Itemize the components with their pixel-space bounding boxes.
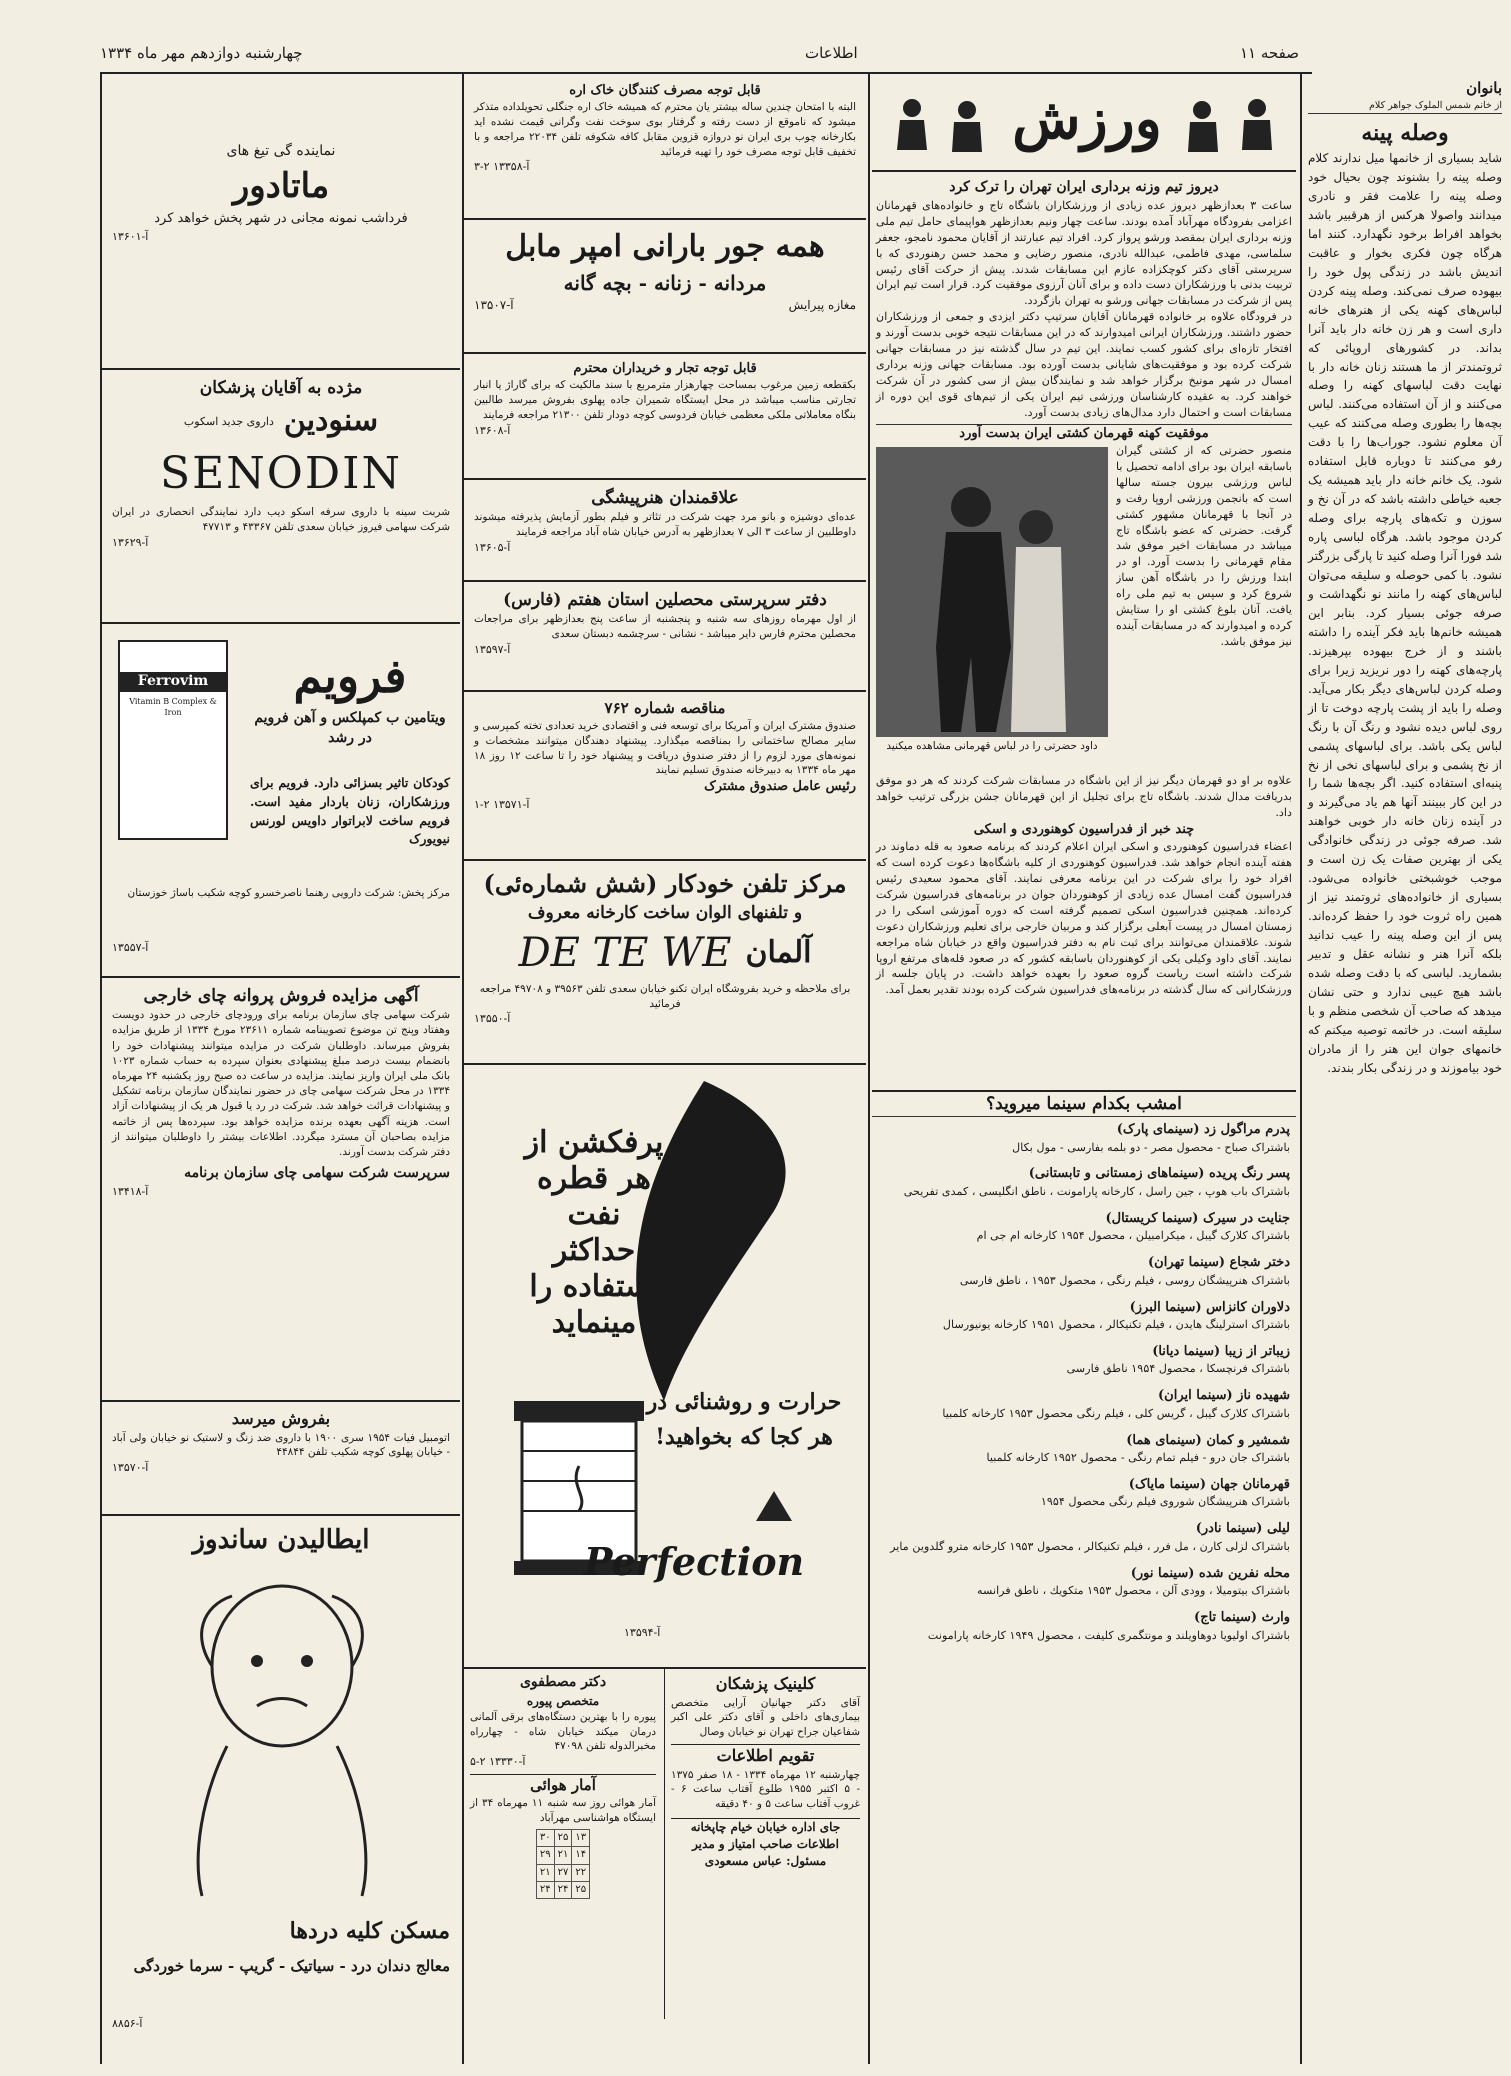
tender-code: آ-۱۳۵۷۱ ۲-۱ bbox=[474, 797, 530, 811]
weather-cell: ۲۲ bbox=[572, 1864, 590, 1881]
doctor-column bbox=[464, 1669, 662, 2019]
auction-sign: سرپرست شرکت سهامی چای سازمان برنامه bbox=[184, 1165, 450, 1182]
doctor-sub: متخصص پیوره bbox=[526, 1693, 600, 1708]
office-code: آ-۱۳۵۹۷ bbox=[474, 642, 511, 656]
senodin-tag: مژده به آقایان پزشکان bbox=[199, 378, 363, 398]
tea-auction-ad bbox=[102, 978, 460, 1402]
cinema-item-text: باشتراک هنرپیشگان شوروی فیلم رنگی محصول ۱۹۵۴ bbox=[1040, 1495, 1290, 1509]
matador-body: فرداشب نمونه مجانی در شهر پخش خواهد کرد bbox=[154, 211, 408, 227]
auction-code: آ-۱۳۴۱۸ bbox=[112, 1185, 149, 1199]
tender-notice bbox=[464, 692, 866, 861]
header-paper: اطلاعات bbox=[805, 44, 858, 62]
ferrovim-ad bbox=[102, 624, 460, 978]
cinema-item-name: شمشیر و کمان (سینمای هما) bbox=[1126, 1432, 1290, 1448]
auction-body: شرکت سهامی چای سازمان برنامه برای ورودچای خارجی در حدود دویست وهفتاد وپنج تن موضوع تصویبنامه شماره ۲۳۶۱۱ مورخ ۱۳۳۴ از طریق مزایده بفروش میرساند. داوطلبان شرکت در مزایده میتوانند پیشنهادات خود را بانضمام بیست درصد مبلغ پیشنهادی بعنوان سپرده به حساب شماره ۱۰۲۳ بانک ملی ایران واریز نمایند. مزایده در ساعت ده صبح روز یکشنبه ۲۴ مهرماه ۱۳۳۴ در محل شرکت سهامی چای در حضور نمایندگان سازمان برنامه تشکیل و پیشنهادات قرائت خواهد شد. شرکت در رد یا قبول هر یک از پیشنهادات آزاد است. هزینه آگهی بعهده برنده مزایده خواهد بود. سپرده‌ها پس از خاتمه مزایده بصاحبان آن مسترد میگردد. اطلاعات بیشتر را داوطلبان میتوانند از دفتر شرکت بدست آورند. bbox=[112, 1009, 450, 1159]
cinema-item-text: باشتراک فرنچسکا ، محصول ۱۹۵۴ ناطق فارسی bbox=[1066, 1362, 1290, 1376]
land-code: آ-۱۳۶۰۸ bbox=[474, 423, 511, 437]
sports-lead-body-2: در فرودگاه علاوه بر خانواده قهرمانان آقایان سرتیپ دکتر ایزدی و جمعی از ورزشکاران حضور داشتند. ورزشکاران ایرانی امیدوارند که در این مسابقات نتیجه خوبی بدست آورند و افتخار تازه‌ای برای کشور کسب نمایند. این تیم در سال گذشته نیز در مسابقات جهانی شرکت کرده بود و موفقیت‌های شایانی بدست آورده بود. مسابقات جهانی وزنه برداری امسال در شهر مونیخ برگزار خواهد شد و نمایندگان بیش از سی کشور در آن شرکت خواهند کرد. به عقیده کارشناسان ورزشی تیم ایران یکی از تیم‌های قوی این دوره از مسابقات است و احتمال دارد مدال‌های زیادی بدست آورد. bbox=[876, 310, 1292, 419]
cinema-item-name: شهیده ناز (سینما ایران) bbox=[1158, 1388, 1290, 1404]
cinema-item-text: باشتراک صباح - محصول مصر - دو بلمه بفارسی - مول بکال bbox=[1012, 1140, 1290, 1154]
italidine-code: آ-۸۸۵۶ bbox=[112, 2017, 143, 2030]
matador-ad bbox=[102, 76, 460, 370]
doctor-title: دکتر مصطفوی bbox=[519, 1674, 607, 1690]
italidine-ad bbox=[102, 1516, 460, 2064]
headache-illustration bbox=[132, 1576, 432, 1906]
phone-brand: DE TE WE bbox=[518, 930, 732, 977]
weather-row bbox=[536, 1847, 589, 1864]
office-title: دفتر سرپرستی محصلین استان هفتم (فارس) bbox=[503, 590, 827, 610]
cinema-item-text: باشتراک باب هوپ ، جین راسل ، کارخانه پارامونت ، ناطق انگلیسی ، کمدی تفریحی bbox=[903, 1184, 1290, 1198]
weather-cell: ۱۳ bbox=[572, 1830, 590, 1847]
sawdust-body: البته با امتحان چندین ساله بیشتر یان محترم که همیشه خاک اره جنگلی تحویلداده متذکر میشود که ناموقع از دست رفته و گرفتار بوی سوخت نفت وگرانی قیمت نشده اید بکارخانه چوب بری ایران نو دروازه قزوین مقابل کافه شکوفه تلفن ۲۲۰۳۴ مراجعه و با تخفیف قابل توجه مصرف خود را تهیه فرمائید bbox=[474, 101, 856, 158]
cinema-item-name: قهرمانان جهان (سینما مایاک) bbox=[1128, 1477, 1290, 1492]
wrestler-photo bbox=[876, 447, 1108, 737]
weather-title: آمار هوائی bbox=[470, 1774, 656, 1796]
office-notice bbox=[464, 582, 866, 692]
cinema-title: امشب بکدام سینما میروید؟ bbox=[872, 1092, 1296, 1117]
ferrovim-label: Ferrovim bbox=[120, 672, 226, 692]
cinema-box bbox=[872, 1090, 1296, 2062]
weather-cell: ۲۹ bbox=[536, 1847, 554, 1864]
women-title: وصله پینه bbox=[1361, 119, 1449, 146]
phone-code: آ-۱۳۵۵۰ bbox=[474, 1012, 511, 1026]
acting-title: علاقمندان هنرپیشگی bbox=[591, 488, 739, 508]
matador-tag: نماینده گی تیغ های bbox=[226, 143, 336, 159]
cinema-item-name: دلاوران کانزاس (سینما البرز) bbox=[1129, 1299, 1290, 1315]
ferrovim-code: آ-۱۳۵۵۷ bbox=[112, 941, 149, 954]
senodin-ad bbox=[102, 370, 460, 624]
land-title: قابل توجه تجار و خریداران محترم bbox=[573, 361, 757, 376]
auction-title: آگهی مزایده فروش پروانه چای خارجی bbox=[143, 986, 419, 1006]
weather-cell: ۲۱ bbox=[554, 1847, 572, 1864]
land-body: بکقطعه زمین مرغوب بمساحت چهارهزار مترمربع با سند مالکیت که برای گاراژ یا انبار تجارتی مناسب میباشد در محل ایستگاه شمیران جاده پهلوی بفروش میرسد طالبین بنگاه معاملاتی ملکی معظمی خیابان فردوسی کوچه دودار تلفن ۲۱۳۰۰ مراجعه فرمایند bbox=[474, 379, 856, 421]
weather-table bbox=[536, 1829, 590, 1899]
cinema-item-name: زیباتر از زیبا (سینما دیانا) bbox=[1152, 1343, 1290, 1359]
clinic-title: کلینیک پزشکان bbox=[715, 1674, 816, 1693]
perfection-heat: حرارت و روشنائی در هر کجا که بخواهید! bbox=[646, 1389, 842, 1451]
cinema-item bbox=[878, 1387, 1290, 1421]
header-page: صفحه ۱۱ bbox=[1240, 44, 1299, 62]
cinema-item-text: باشتراک جان درو - فیلم تمام رنگی - محصول ۱۹۵۲ کارخانه کلمبیا bbox=[986, 1451, 1290, 1465]
tender-title: مناقصه شماره ۷۶۲ bbox=[604, 699, 726, 717]
clinic-column bbox=[664, 1669, 866, 2019]
matador-code: آ-۱۳۶۰۱ bbox=[112, 229, 149, 243]
sale-body: اتومبیل فیات ۱۹۵۴ سری ۱۹۰۰ با داروی ضد زنگ و لاستیک نو خیابان ولی آباد - خیابان پهلوی کوچه شکیب تلفن ۴۴۸۴۴ bbox=[112, 1431, 450, 1459]
page-header bbox=[100, 40, 1312, 70]
ferrovim-label-2: Vitamin B Complex & Iron bbox=[129, 696, 217, 718]
acting-body: عده‌ای دوشیزه و بانو مرد جهت شرکت در تئاتر و فیلم بطور آزمایش پذیرفته میشوند داوطلبین از ساعت ۳ الی ۷ بعدازظهر به آدرس خیابان شاه آباد مراجعه فرمایند bbox=[474, 511, 856, 538]
perfection-brand: Perfection bbox=[583, 1539, 805, 1584]
cinema-item-name: پدرم مراگول زد (سینمای پارک) bbox=[1116, 1122, 1290, 1138]
phone-title: مرکز تلفن خودکار (شش شماره‌ئی) bbox=[483, 869, 847, 898]
weather-row bbox=[536, 1881, 589, 1898]
print-shop: جای اداره خیابان خیام چاپخانه اطلاعات صاحب امتیاز و مدیر مسئول: عباس مسعودی bbox=[671, 1818, 860, 1870]
doctor-body: پیوره را با بهترین دستگاه‌های برقی آلمانی درمان میکند خیابان شاه - چهارراه مخبرالدوله تلفن ۴۷۰۹۸ bbox=[470, 1710, 656, 1753]
weather-cell: ۲۴ bbox=[536, 1881, 554, 1898]
sports-title: ورزش bbox=[1012, 86, 1162, 152]
ads-left-column bbox=[102, 76, 460, 2064]
car-sale-ad bbox=[102, 1402, 460, 1516]
women-column bbox=[1302, 78, 1508, 2063]
land-notice bbox=[464, 354, 866, 480]
weather-cell: ۲۷ bbox=[554, 1864, 572, 1881]
sawdust-title: قابل توجه مصرف کنندگان خاک اره bbox=[569, 83, 761, 98]
doctor-code: آ-۱۳۳۳۰ ۲-۵ bbox=[470, 1754, 526, 1768]
women-body: شاید بسیاری از خانمها میل ندارند کلام وصله پینه را بشنوند چون بحیال خود وصله پینه را علامت فقر و نادری میدانند واصولا هرکس از هرقبیر باشد بخواهد افراط برخود نگهدارد. کنند اما هرگاه چون فکری بخوار و عاقبت اندیش باشد در زندگی پول خود را بیهوده صرف نمی‌کند. وصله پینه کردن لباس‌های کهنه یکی از هنرهای خانه داری است و هر زن خانه دار باید آنرا بداند. در کشورهای اروپائی که ثروتمندتر از ما هستند زنان خانه دار با نهایت دقت لباسهای کهنه را وصله می‌کنند و از آن استفاده می‌کنند. لباس بچه‌ها را بطوری وصله می‌کنند که عیب آن معلوم نشود. جوراب‌ها را با دقت رفو می‌کنند تا دوباره قابل استفاده شود. یک خانم خانه دار باید همیشه یک جعبه خیاطی داشته باشد که در آن نخ و سوزن و تکه‌های پارچه برای وصله کردن موجود باشد. هرگاه لباسی پاره شد فورا آنرا وصله کنید تا پارگی بزرگتر نشود. با کمی حوصله و سلیقه می‌توان لباس‌های کهنه را مانند نو نگهداشت و صرفه جوئی بسیار کرد. بنابر این همیشه خانم‌ها باید فکر آینده را داشته باشند و از خرج بیهوده بپرهیزند. پارچه‌های کهنه را دور نریزید زیرا برای وصله کردن لباس‌های دیگر بکار می‌آید. وصله را باید از پشت پارچه دوخت تا از روی لباس دیده نشود و رنگ آن با رنگ لباس یکی باشد. برای لباسهای پشمی از نخ پشمی و برای لباسهای نخی از نخ پنبه‌ای استفاده کنید. اگر بچه‌ها شما را در این کار ببینند آنها هم یاد می‌گیرند و در آینده زنان خانه دار خوبی خواهند شد. صرفه جوئی در زندگی خانوادگی یکی از بهترین صفات یک زن است و موجب خوشبختی خانواده می‌شود. بسیاری از خانواده‌های ثروتمند نیز از همین راه ثروت خود را حفظ کرده‌اند. پس از این وصله پینه را عیب ندانید بلکه آنرا هنر و نشانه عقل و تدبیر بشمارید. لباسی که با دقت وصله شده باشد هیچ عیبی ندارد و حتی نشان میدهد که صاحب آن شخصی منظم و با سلیقه است. در خاتمه توصیه میکنم که خانمهای جوان این هنر را از مادران خود بیاموزند و در زندگی بکار بندند. bbox=[1308, 151, 1502, 1075]
ferrovim-body: کودکان تاثیر بسزائی دارد. فرویم برای ورزشکاران، زنان باردار مفید است. فرویم ساخت لابراتوار داویس لورنس نیویورک bbox=[250, 775, 450, 847]
matador-title: ماتادور bbox=[232, 165, 330, 206]
cinema-item bbox=[878, 1609, 1290, 1643]
sale-title: بفروش میرسد bbox=[231, 1409, 331, 1428]
weather-row bbox=[536, 1830, 589, 1847]
senodin-sub: داروی جدید اسکوب bbox=[183, 414, 274, 428]
sports-masthead bbox=[872, 80, 1296, 172]
bottom-middle-box bbox=[464, 1669, 866, 2019]
phone-sub: و تلفنهای الوان ساخت کارخانه معروف bbox=[527, 903, 803, 924]
weather-cell: ۲۴ bbox=[554, 1881, 572, 1898]
weather-cell: ۱۴ bbox=[572, 1847, 590, 1864]
sports-lead-title: دیروز تیم وزنه برداری ایران تهران را ترک کرد bbox=[949, 179, 1219, 195]
cinema-item bbox=[878, 1165, 1290, 1199]
phone-ad bbox=[464, 861, 866, 1065]
cinema-item bbox=[878, 1254, 1290, 1288]
raincoat-sub: مردانه - زنانه - بچه گانه bbox=[563, 270, 767, 295]
ferrovim-bottle bbox=[118, 640, 228, 840]
senodin-body: شربت سینه با داروی سرفه اسکو دیب دارد نمایندگی انحصاری در ایران شرکت سهامی فیروز خیابان سعدی تلفن ۴۳۳۶۷ و ۴۷۷۱۳ bbox=[112, 506, 450, 533]
ski-title: چند خبر از فدراسیون کوهنوردی و اسکی bbox=[973, 821, 1195, 837]
cinema-item-text: باشتراک کلارک گیبل ، میکرامبیلن ، محصول ۱۹۵۴ کارخانه ام جی ام bbox=[976, 1229, 1290, 1243]
wrestler-body-2: علاوه بر او دو قهرمان دیگر نیز از این باشگاه در مسابقات شرکت کردند که هر دو موفق بدریافت مدال شدند. باشگاه تاج برای تجلیل از این قهرمانان جشن بزرگی ترتیب خواهد داد. bbox=[876, 774, 1292, 819]
wrestler-title: موفقیت کهنه قهرمان کشتی ایران بدست آورد bbox=[876, 424, 1292, 443]
perfection-code: آ-۱۳۵۹۴ bbox=[624, 1626, 661, 1639]
calendar-body: چهارشنبه ۱۲ مهرماه ۱۳۳۴ - ۱۸ صفر ۱۳۷۵ - ۵ اکتبر ۱۹۵۵ طلوع آفتاب ساعت ۶ - غروب آفتاب ساعت ۵ و ۴۰ دقیقه bbox=[671, 1768, 860, 1810]
ferrovim-title: فرویم bbox=[293, 649, 407, 703]
cinema-item-name: دختر شجاع (سینما تهران) bbox=[1148, 1255, 1290, 1271]
perfection-ad bbox=[464, 1065, 866, 1669]
acting-code: آ-۱۳۶۰۵ bbox=[474, 540, 511, 554]
raincoat-code: آ-۱۳۵۰۷ bbox=[474, 297, 514, 312]
cinema-item bbox=[878, 1476, 1290, 1510]
weather-row bbox=[536, 1864, 589, 1881]
italidine-sub: مسکن کلیه دردها bbox=[289, 1918, 450, 1944]
cinema-item-text: باشتراک بیتومیلا ، وودی آلن ، محصول ۱۹۵۳ متکویك ، ناطق فرانسه bbox=[976, 1584, 1290, 1598]
office-body: از اول مهرماه روزهای سه شنبه و پنجشنبه از ساعت پنج بعدازظهر برای مراجعات محصلین محترم فارس دایر میباشد - نشانی - سرچشمه دبستان سعدی bbox=[474, 613, 856, 640]
cinema-item-name: پسر رنگ پریده (سینماهای زمستانی و تابستانی) bbox=[1028, 1166, 1290, 1182]
acting-notice bbox=[464, 480, 866, 582]
sale-code: آ-۱۳۵۷۰ bbox=[112, 1461, 149, 1475]
sawdust-notice bbox=[464, 76, 866, 220]
cinema-item bbox=[878, 1343, 1290, 1377]
photo-caption: داود حضرتی را در لباس قهرمانی مشاهده میکنید bbox=[886, 740, 1098, 753]
senodin-brand: SENODIN bbox=[160, 447, 402, 499]
phone-country: آلمان bbox=[745, 935, 812, 971]
weather-cell: ۲۵ bbox=[572, 1881, 590, 1898]
weather-cell: ۲۵ bbox=[554, 1830, 572, 1847]
raincoat-ad bbox=[464, 220, 866, 354]
raincoat-title: همه جور بارانی امپر مابل bbox=[505, 229, 825, 264]
cinema-item-name: جنایت در سیرک (سینما کریستال) bbox=[1105, 1210, 1290, 1226]
senodin-code: آ-۱۳۶۲۹ bbox=[112, 535, 149, 549]
cinema-item bbox=[878, 1520, 1290, 1554]
cinema-item bbox=[878, 1210, 1290, 1244]
cinema-item bbox=[878, 1565, 1290, 1599]
sports-lead-body: ساعت ۳ بعدازظهر دیروز عده زیادی از ورزشکاران باشگاه تاج و خانواده‌های قهرمانان اعزامی بفرودگاه مهرآباد آمده بودند. ساعت چهار ونیم بعدازظهر هواپیمای حامل تیم ملی وزنه برداری ایران بمقصد ورشو پرواز کرد. افراد تیم عبارتند از آقایان محمود نامجو، جعفر سلماسی، مهدی فاطمی، عبدالله نادری، منصور رضایی و محمد حسن رهنوردی که با سرپرستی آقای دکتر کوچکزاده عازم این مسابقات شدند. پیش از حرکت آقای رئیس تربیت بدنی با ورزشکاران دست داده و برای آنان آرزوی موفقیت کرد. قرار است تیم ایران پس از شرکت در مسابقات جهانی ورشو به تهران بازگردد. bbox=[876, 198, 1293, 308]
tender-body: صندوق مشترک ایران و آمریکا برای توسعه فنی و اقتصادی خرید تعدادی تخته کمپرسی و سایر مصالح ساختمانی را بمناقصه میگذارد. پیشنهاد دهندگان میتوانند مشخصات و نمونه‌های مورد لزوم را از دفتر صندوق دریافت و پیشنهاد خود را تا ساعت ۱۲ روز ۱۸ مهر ماه ۱۳۳۴ به دبیرخانه صندوق تسلیم نمایند bbox=[474, 720, 856, 777]
cinema-item bbox=[878, 1299, 1290, 1333]
sawdust-code: آ-۱۳۳۵۸ ۲-۳ bbox=[474, 160, 530, 174]
cinema-item-text: باشتراک استرلینگ هایدن ، فیلم تکنیکالر ، محصول ۱۹۵۱ کارخانه یونیورسال bbox=[942, 1318, 1290, 1332]
cinema-item-name: لیلی (سینما نادر) bbox=[1195, 1521, 1290, 1537]
weather-cell: ۳۰ bbox=[536, 1830, 554, 1847]
weather-body: آمار هوائی روز سه شنبه ۱۱ مهرماه ۳۴ از ایستگاه هواشناسی مهرآباد bbox=[470, 1796, 656, 1824]
cinema-list bbox=[872, 1121, 1296, 1643]
cinema-item bbox=[878, 1121, 1290, 1155]
header-rule bbox=[100, 72, 1312, 74]
calendar-title: تقویم اطلاعات bbox=[671, 1744, 860, 1768]
cinema-item-name: وارث (سینما تاج) bbox=[1194, 1610, 1290, 1626]
ferrovim-sub: ویتامین ب کمپلکس و آهن فرویم در رشد bbox=[254, 710, 446, 747]
cinema-item-text: باشتراک لزلی کارن ، مل فرر ، فیلم تکنیکالر ، محصول ۱۹۵۳ کارخانه مترو گلدوین مایر bbox=[890, 1539, 1290, 1553]
weather-cell: ۲۱ bbox=[536, 1864, 554, 1881]
cinema-item-name: محله نفرین شده (سینما نور) bbox=[1130, 1565, 1290, 1581]
phone-body: برای ملاحظه و خرید بفروشگاه ایران تکنو خیابان سعدی تلفن ۳۹۵۶۳ و ۴۹۷۰۸ مراجعه فرمائید bbox=[479, 983, 851, 1010]
perfection-slogan: پرفکشن از هر قطره نفت حداکثر استفاده را مینماید bbox=[524, 1125, 664, 1340]
wrestler-body: منصور حضرتی که از کشتی گیران باسابقه ایران بود برای ادامه تحصیل با لباس ورزشی بیرون جسته سالها است که بانجمن ورزشی اروپا رفت و در آنجا با قهرمانان مشهور کشتی گرفت. حضرتی که عضو باشگاه تاج میباشد در مسابقات اخیر موفق شد مقام قهرمانی را بدست آورد. او در ابتدا ورزش را در باشگاه آهن ساز شروع کرد و سپس به تیم ملی راه یافت. آنان بلوغ کشتی او را ستایش کرده و امیدوارند که در مسابقات آینده نیز موفق باشد. bbox=[1116, 444, 1292, 648]
tender-sign: رئیس عامل صندوق مشترک bbox=[704, 779, 856, 795]
italidine-title: ایطالیدن ساندوز bbox=[192, 1525, 370, 1555]
cinema-item-text: باشتراک هنرپیشگان روسی ، فیلم رنگی ، محصول ۱۹۵۳ ، ناطق فارسی bbox=[959, 1273, 1290, 1287]
raincoat-shop: مغازه پیرایش bbox=[788, 297, 856, 312]
ski-body: اعضاء فدراسیون کوهنوردی و اسکی ایران اعلام کردند که برنامه صعود به قله دماوند در هفته آینده انجام خواهد شد. فدراسیون کوهنوردی از کلیه باشگاه‌ها دعوت کرده است که افراد خود را برای شرکت در این برنامه معرفی نمایند. آقای محمود سعیدی رئیس فدراسیون گفت امسال عده زیادی از کوهنوردان جوان در برنامه‌های فدراسیون شرکت کرده‌اند. همچنین فدراسیون اسکی تصمیم گرفته است که دوره آموزشی اسکی را در زمستان امسال در پیست آبعلی برگزار کند و مربیان خارجی برای تعلیم ورزشکاران دعوت شوند. علاقمندان می‌توانند برای ثبت نام به دفتر فدراسیون واقع در خیابان شاه مراجعه نمایند. آقای داود وکیلی یکی از کوهنوردان باسابقه کشور که در صعود قله‌های مرتفع اروپا شرکت داشته است ریاست گروه صعود را بعهده خواهد داشت. در پایان جلسه از ورزشکارانی که سال گذشته در برنامه‌های فدراسیون شرکت کرده بودند تقدیر بعمل آمد. bbox=[876, 840, 1292, 997]
clinic-body: آقای دکتر جهانیان آرایی متخصص بیماری‌های داخلی و آقای دکتر علی اکبر شفاعیان جراح تهران نو خیابان وصال bbox=[671, 1696, 860, 1739]
italidine-body: معالج دندان درد - سیاتیک - گریپ - سرما خوردگی bbox=[133, 1957, 450, 1975]
ferrovim-body-2: مرکز پخش: شرکت دارویی رهنما ناصرخسرو کوچه شکیب باساژ خوزستان bbox=[127, 887, 450, 899]
col-divider bbox=[868, 74, 870, 2064]
ads-middle-column bbox=[464, 76, 866, 2064]
header-date: چهارشنبه دوازدهم مهر ماه ۱۳۳۴ bbox=[100, 44, 303, 62]
cinema-item bbox=[878, 1432, 1290, 1466]
cinema-item-text: باشتراک اولیویا دوهاویلند و مونتگمری کلیفت ، محصول ۱۹۴۹ کارخانه پارامونت bbox=[927, 1628, 1290, 1642]
senodin-fa: سنودین bbox=[283, 403, 379, 439]
sports-column bbox=[872, 80, 1296, 2060]
women-byline: از خانم شمس الملوک جواهر کلام bbox=[1308, 99, 1502, 113]
cinema-item-text: باشتراک کلارک گیبل ، گریس کلی ، فیلم رنگی محصول ۱۹۵۳ کارخانه کلمبیا bbox=[942, 1406, 1290, 1420]
women-section: بانوان bbox=[1466, 79, 1502, 97]
